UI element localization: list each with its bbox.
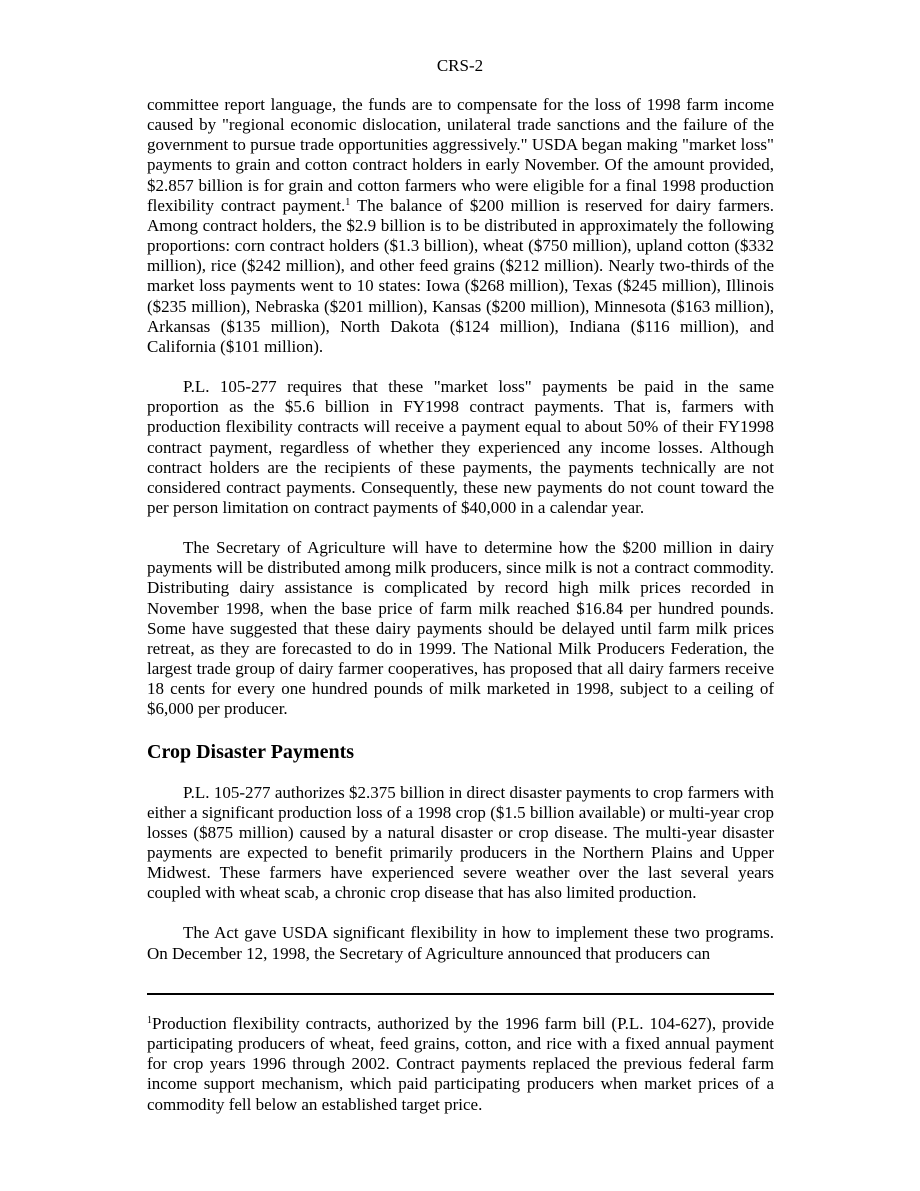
footnote-text-block [147,1014,774,1115]
footnote-divider [147,993,774,995]
section-heading-crop-disaster: Crop Disaster Payments [147,740,355,763]
paragraph-market-loss-text-b: The balance of $200 million is reserved for dairy farmers. Among contract holders, the $2.9 billion is to be distributed in approximately the following proportions: corn contract holders ($1.3 billion), wheat ($750 million), upland cotton ($332 million), rice ($242 million), and other feed grains ($212 million). Nearly two-thirds of the market loss payments went to 10 states: Iowa ($268 million), Texas ($245 million), Illinois ($235 million), Nebraska ($201 million), Kansas ($200 million), Minnesota ($163 million), Arkansas ($135 million), North Dakota ($124 million), Indiana ($116 million), and California ($101 million). [147,195,774,356]
paragraph-implementation: The Act gave USDA significant flexibility in how to implement these two programs. On December 12, 1998, the Secretary of Agriculture announced that producers can [147,923,774,963]
paragraph-market-loss [147,95,774,357]
paragraph-market-loss-text-a: committee report language, the funds are to compensate for the loss of 1998 farm income caused by "regional economic dislocation, unilateral trade sanctions and the failure of the government to pursue trade opportunities aggressively." USDA began making "market loss" payments to grain and cotton contract holders in early November. Of the amount provided, $2.857 billion is for grain and cotton farmers who were eligible for a final 1998 production flexibility contract payment. [147,95,774,215]
footnote-reference: 1 [345,196,351,208]
page-header: CRS-2 [436,56,484,75]
main-content [147,95,774,964]
paragraph-payment-proportion: P.L. 105-277 requires that these "market loss" payments be paid in the same proportion as the $5.6 billion in FY1998 contract payments. That is, farmers with production flexibility contracts will receive a payment equal to about 50% of their FY1998 contract payment, regardless of whether they experienced any income losses. Although contract holders are the recipients of these payments, the payments technically are not considered contract payments. Consequently, these new payments do not count toward the per person limitation on contract payments of $40,000 in a calendar year. [147,377,774,517]
footnote-text: Production flexibility contracts, authorized by the 1996 farm bill (P.L. 104-627), provide participating producers of wheat, feed grains, cotton, and rice with a fixed annual payment for crop years 1996 through 2002. Contract payments replaced the previous federal farm income support mechanism, which paid participating producers when market prices of a commodity fell below an established target price. [147,1014,774,1114]
footnote [147,1014,774,1115]
paragraph-dairy-payments: The Secretary of Agriculture will have to determine how the $200 million in dairy payments will be distributed among milk producers, since milk is not a contract commodity. Distributing dairy assistance is complicated by record high milk prices recorded in November 1998, when the base price of farm milk reached $16.84 per hundred pounds. Some have suggested that these dairy payments should be delayed until farm milk prices retreat, as they are forecasted to do in 1999. The National Milk Producers Federation, the largest trade group of dairy farmer cooperatives, has proposed that all dairy farmers receive 18 cents for every one hundred pounds of milk marketed in 1998, subject to a ceiling of $6,000 per producer. [147,538,774,719]
footnote-marker: 1 [147,1015,152,1026]
paragraph-disaster-payments: P.L. 105-277 authorizes $2.375 billion in direct disaster payments to crop farmers with either a significant production loss of a 1998 crop ($1.5 billion available) or multi-year crop losses ($875 million) caused by a natural disaster or crop disease. The multi-year disaster payments are expected to benefit primarily producers in the Northern Plains and Upper Midwest. These farmers have experienced severe weather over the last several years coupled with wheat scab, a chronic crop disease that has also limited production. [147,782,774,903]
